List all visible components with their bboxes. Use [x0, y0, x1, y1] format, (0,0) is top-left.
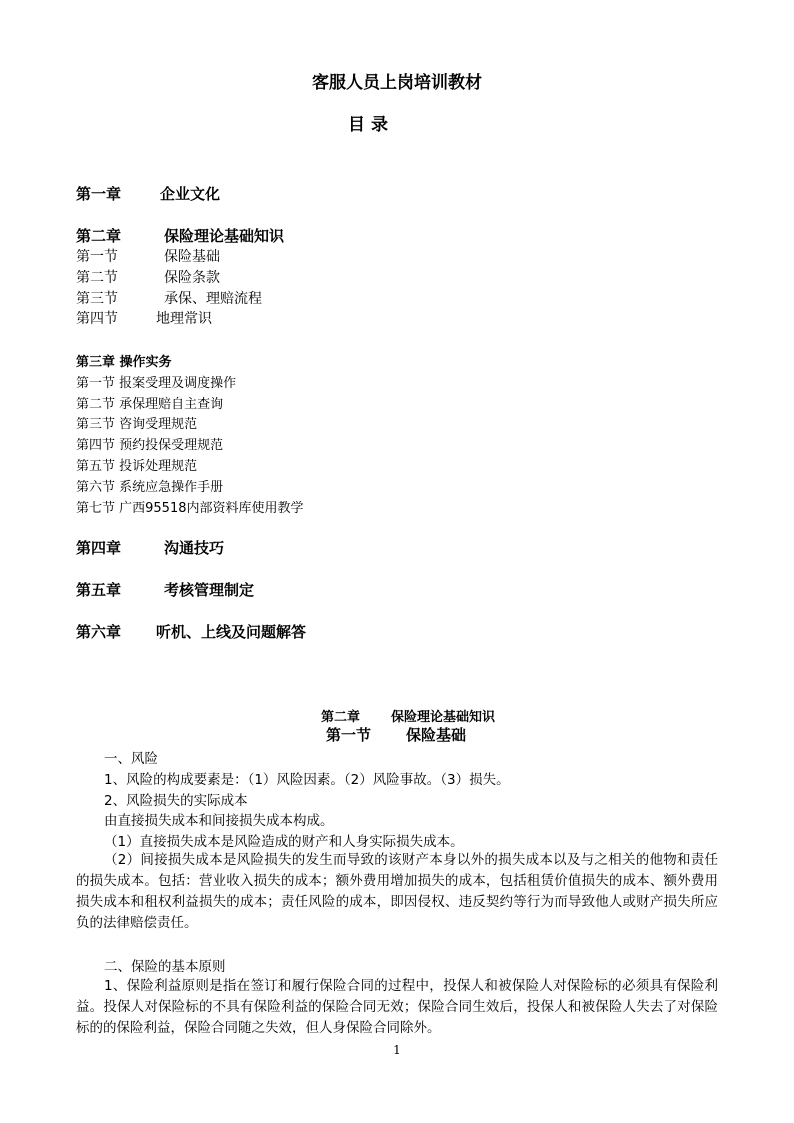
toc-ch2-number: 第二章: [76, 227, 122, 245]
toc-ch3-sec1: 第一节 报案受理及调度操作: [76, 376, 237, 391]
toc-ch1-number: 第一章: [76, 185, 122, 203]
paragraph-risk-2c: （2）间接损失成本是风险损失的发生而导致的该财产本身以外的损失成本以及与之相关的他物和责任的损失成本。包括：营业收入损失的成本；额外费用增加损失的成本，包括租赁价值损失的成本、额外费用损失成本和租权利益损失的成本；责任风险的成本，即因侵权、违反契约等行为而导致他人或财产损失所应负的法律赔偿责任。: [76, 852, 718, 931]
toc-ch2-sec2-number: 第二节: [76, 270, 118, 286]
paragraph-risk-2b: （1）直接损失成本是风险造成的财产和人身实际损失成本。: [104, 834, 464, 850]
toc-ch2-sec1-number: 第一节: [76, 249, 118, 265]
toc-ch5-number: 第五章: [76, 581, 122, 599]
toc-ch1-title: 企业文化: [160, 185, 221, 203]
toc-title: 目 录: [348, 115, 388, 135]
paragraph-risk-1: 1、风险的构成要素是：（1）风险因素。（2）风险事故。（3）损失。: [104, 772, 510, 788]
heading-risk: 一、风险: [104, 751, 158, 767]
toc-ch3-sec5: 第五节 投诉处理规范: [76, 459, 198, 474]
toc-ch3-sec2: 第二节 承保理赔自主查询: [76, 397, 224, 412]
toc-ch4-title: 沟通技巧: [164, 539, 225, 557]
toc-ch3-sec4: 第四节 预约投保受理规范: [76, 438, 224, 453]
toc-ch2-sec4-title: 地理常识: [156, 311, 212, 327]
toc-ch2-sec1-title: 保险基础: [164, 249, 220, 265]
toc-ch3-sec3: 第三节 咨询受理规范: [76, 417, 198, 432]
content-chapter-title: 保险理论基础知识: [391, 710, 496, 725]
content-section-title: 保险基础: [406, 726, 467, 744]
toc-ch3-sec6: 第六节 系统应急操作手册: [76, 480, 224, 495]
toc-ch3-title: 第三章 操作实务: [76, 355, 172, 370]
toc-ch2-sec4-number: 第四节: [76, 311, 118, 327]
toc-ch4-number: 第四章: [76, 539, 122, 557]
toc-ch2-sec3-number: 第三节: [76, 291, 118, 307]
toc-ch6-title: 听机、上线及问题解答: [156, 623, 307, 641]
toc-ch2-sec2-title: 保险条款: [164, 270, 220, 286]
heading-principle: 二、保险的基本原则: [104, 959, 226, 975]
toc-ch6-number: 第六章: [76, 623, 122, 641]
document-title: 客服人员上岗培训教材: [312, 73, 482, 93]
paragraph-risk-2a: 由直接损失成本和间接损失成本构成。: [104, 813, 334, 829]
toc-ch3-sec7: 第七节 广西95518内部资料库使用教学: [76, 501, 304, 516]
toc-ch5-title: 考核管理制定: [164, 581, 255, 599]
paragraph-risk-2: 2、风险损失的实际成本: [104, 793, 248, 809]
content-chapter-number: 第二章: [321, 710, 361, 725]
toc-ch2-sec3-title: 承保、理赔流程: [164, 291, 262, 307]
content-section-number: 第一节: [326, 726, 372, 744]
toc-ch2-title: 保险理论基础知识: [164, 227, 285, 245]
paragraph-principle-1: 1、保险利益原则是指在签订和履行保险合同的过程中，投保人和被保险人对保险标的必须具有保险利益。投保人对保险标的不具有保险利益的保险合同无效；保险合同生效后，投保人和被保险人失去了对保险标的的保险利益，保险合同随之失效，但人身保险合同除外。: [76, 978, 718, 1036]
page-number: 1: [393, 1043, 401, 1057]
